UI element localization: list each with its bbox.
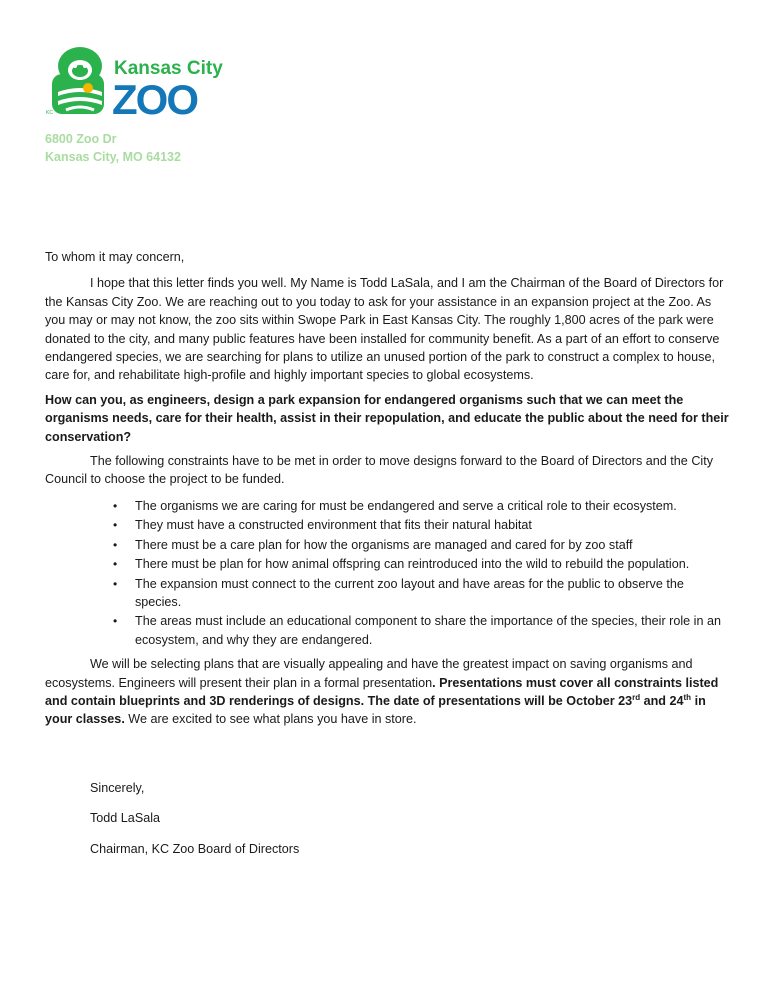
bullet-icon: •: [113, 537, 118, 552]
bullet-icon: •: [113, 557, 118, 572]
logo-line2: ZOO: [112, 76, 197, 118]
gorilla-emblem-icon: [44, 44, 224, 118]
constraints-intro: The following constraints have to be met in order to move designs forward to the Board of Directors and the City Council to choose the project to be funded.: [45, 454, 714, 487]
list-item: • There must be a care plan for how the organisms are managed and cared for by zoo staff: [135, 536, 729, 554]
selection-text: We will be selecting plans that are visually appealing and have the greatest impact on saving organisms and ecosystems. Engineers will present their plan in a formal presentation: [45, 657, 693, 690]
address-street: 6800 Zoo Dr: [45, 132, 117, 146]
signature-block: [45, 779, 729, 858]
zoo-address: [45, 130, 181, 166]
constraints-list: [45, 497, 729, 649]
bullet-icon: •: [113, 498, 118, 513]
list-item: • The areas must include an educational component to share the importance of the species, their role in an ecosystem, and why they are endangered.: [113, 614, 721, 647]
signer-title: Chairman, KC Zoo Board of Directors: [90, 841, 300, 856]
presentation-requirements: Presentations must cover all constraints listed and contain blueprints and 3D renderings of designs. The date of presentations will be October 23: [45, 675, 719, 708]
svg-text:KC: KC: [46, 110, 53, 116]
bullet-icon: •: [113, 576, 118, 591]
logo-line1: Kansas City: [114, 58, 223, 79]
address-city: Kansas City, MO 64132: [45, 150, 181, 164]
presentation-paragraph: We will be selecting plans that are visually appealing and have the greatest impact on saving organisms and ecosystems. Engineers will present their plan in a formal presentation. Presentations must cover all constraints listed and contain blueprints and 3D renderings of designs. The date of presentations will be October 23rd and 24th in your classes. We are excited to see what plans you have in store.: [45, 657, 719, 727]
design-question: How can you, as engineers, design a park expansion for endangered organisms such that we can meet the organisms needs, care for their health, assist in their repopulation, and educate the public about the need for their conservation?: [45, 392, 729, 444]
list-item: • The organisms we are caring for must be endangered and serve a critical role to their ecosystem.: [135, 497, 729, 515]
signer-name: Todd LaSala: [90, 811, 161, 826]
kansas-city-zoo-logo: [44, 44, 224, 118]
bullet-icon: •: [113, 614, 118, 629]
salutation: To whom it may concern,: [45, 250, 185, 264]
intro-paragraph: I hope that this letter finds you well. My Name is Todd LaSala, and I am the Chairman of the Board of Directors for the Kansas City Zoo. We are reaching out to you today to ask for your assistance in an expansion project at the Zoo. As you may or may not know, the zoo sits within Swope Park in East Kansas City. The roughly 1,800 acres of the park were donated to the city, and many public features have been installed for community benefit. As a part of an effort to conserve endangered species, we are searching for plans to utilize an unused portion of the park to construct a complex to house, care for, and rehabilitate high-profile and highly important species to global ecosystems.: [45, 276, 724, 383]
list-item: • They must have a constructed environment that fits their natural habitat: [135, 516, 729, 534]
signoff: Sincerely,: [90, 780, 145, 795]
letter-body: [45, 248, 729, 870]
bullet-icon: •: [113, 518, 118, 533]
list-item: • There must be plan for how animal offspring can reintroduced into the wild to rebuild the population.: [135, 555, 729, 573]
list-item: • The expansion must connect to the current zoo layout and have areas for the public to observe the species.: [113, 576, 684, 609]
closing-sentence: We are excited to see what plans you have in store.: [124, 712, 417, 727]
